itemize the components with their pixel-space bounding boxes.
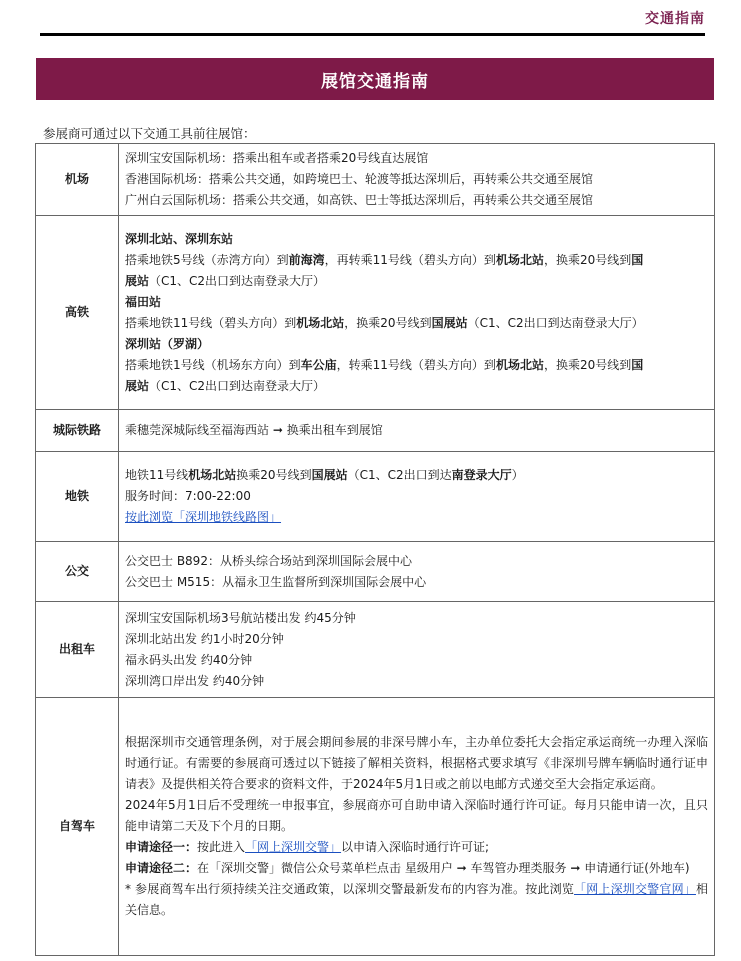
content-airport <box>119 144 715 216</box>
hsr-station-1-route <box>125 250 708 271</box>
route-text: ，换乘20号线到 <box>543 357 632 372</box>
hsr-station-1-title: 深圳北站、深圳东站 <box>125 231 234 246</box>
hsr-station-3-title: 深圳站（罗湖） <box>125 336 210 351</box>
route-text: 地铁11号线 <box>125 468 189 482</box>
airport-line-1: 深圳宝安国际机场：搭乘出租车或者搭乘20号线直达展馆 <box>125 151 429 165</box>
label-hsr: 高铁 <box>36 216 119 410</box>
row-bus <box>36 542 715 602</box>
route-text: ，换乘20号线到 <box>543 252 632 267</box>
label-bus: 公交 <box>36 542 119 602</box>
header-rule <box>40 33 705 36</box>
route-text: 搭乘地铁1号线（机场东方向）到 <box>125 357 301 372</box>
arrow-right-icon: ➞ <box>272 423 283 437</box>
route-text: （C1、C2出口到达南登录大厅） <box>467 315 644 330</box>
route-text: 在「深圳交警」微信公众号菜单栏点击 星级用户 <box>197 861 457 875</box>
row-selfdrive <box>36 698 715 956</box>
route-stop: 南登录大厅 <box>451 468 512 482</box>
content-taxi <box>119 602 715 698</box>
hsr-station-2-route <box>125 313 708 334</box>
intercity-text: 换乘出租车到展馆 <box>282 423 383 437</box>
route-stop: 车公庙 <box>300 357 337 372</box>
content-intercity <box>119 410 715 452</box>
route-stop: 国展站 <box>431 315 468 330</box>
label-selfdrive: 自驾车 <box>36 698 119 956</box>
szjj-online-link[interactable]: 「网上深圳交警」 <box>245 840 342 854</box>
route-stop: 国 <box>631 357 644 372</box>
selfdrive-route-1 <box>125 837 708 858</box>
taxi-line-1: 深圳宝安国际机场3号航站楼出发 约45分钟 <box>125 610 356 625</box>
hsr-station-3-route <box>125 355 708 376</box>
row-hsr <box>36 216 715 410</box>
bus-line-1: 公交巴士 B892：从桥头综合场站到深圳国际会展中心 <box>125 553 412 568</box>
route-stop: 前海湾 <box>288 252 325 267</box>
label-intercity: 城际铁路 <box>36 410 119 452</box>
label-metro: 地铁 <box>36 452 119 542</box>
route-text: ，换乘20号线到 <box>344 315 432 330</box>
airport-line-2: 香港国际机场：搭乘公共交通，如跨境巴士、轮渡等抵达深圳后，再转乘公共交通至展馆 <box>125 172 594 186</box>
hsr-station-2-title: 福田站 <box>125 294 162 309</box>
content-hsr <box>119 216 715 410</box>
route-stop: 国 <box>631 252 644 267</box>
selfdrive-paragraph-1: 根据深圳市交通管理条例，对于展会期间参展的非深号牌小车，主办单位委托大会指定承运商统一办理入深临时通行证。有需要的参展商可透过以下链接了解相关资料，根据格式要求填写《非深圳号牌车辆临时通行证申请表》及提供相关符合要求的资料文件，于2024年5月1日或之前以电邮方式递交至大会指定承运商。 <box>125 735 708 791</box>
row-taxi <box>36 602 715 698</box>
note-text: * 参展商驾车出行须持续关注交通政策，以深圳交警最新发布的内容为准。按此浏览 <box>125 882 575 896</box>
route-text: 换乘20号线到 <box>236 468 312 482</box>
hsr-station-3-route-cont <box>125 376 708 397</box>
metro-route <box>125 465 708 486</box>
route-text: 车驾管办理类服务 <box>466 861 571 875</box>
taxi-line-2: 深圳北站出发 约1小时20分钟 <box>125 631 284 646</box>
route-stop: 展站 <box>125 378 150 393</box>
route-label: 申请途径二： <box>125 861 198 875</box>
hsr-station-1-route-cont <box>125 271 708 292</box>
label-taxi: 出租车 <box>36 602 119 698</box>
arrow-right-icon: ➞ <box>456 861 467 875</box>
route-text: （C1、C2出口到达南登录大厅） <box>149 273 326 288</box>
row-metro <box>36 452 715 542</box>
taxi-line-3: 福永码头出发 约40分钟 <box>125 652 253 667</box>
route-stop: 机场北站 <box>495 252 544 267</box>
page-title: 展馆交通指南 <box>321 71 429 92</box>
label-airport: 机场 <box>36 144 119 216</box>
intercity-text: 乘穗莞深城际线至福海西站 <box>125 423 273 437</box>
route-text: （C1、C2出口到达 <box>347 468 452 482</box>
page-corner-title: 交通指南 <box>645 11 705 27</box>
route-text: 以申请入深临时通行许可证; <box>341 840 490 854</box>
route-text: ，转乘11号线（碧头方向）到 <box>336 357 496 372</box>
transport-table <box>35 143 715 956</box>
route-stop: 机场北站 <box>495 357 544 372</box>
intercity-line <box>125 420 708 441</box>
metro-map-link[interactable]: 按此浏览「深圳地铁线路图」 <box>125 510 282 524</box>
intro-text: 参展商可通过以下交通工具前往展馆： <box>43 126 256 141</box>
route-text: 搭乘地铁11号线（碧头方向）到 <box>125 315 297 330</box>
route-stop: 国展站 <box>311 468 348 482</box>
row-airport <box>36 144 715 216</box>
page-title-banner <box>36 58 714 100</box>
route-text: 申请通行证(外地车) <box>580 861 690 875</box>
szjj-official-site-link[interactable]: 「网上深圳交警官网」 <box>574 882 696 896</box>
route-text: ） <box>511 468 524 482</box>
selfdrive-paragraph-2: 2024年5月1日后不受理统一申报事宜，参展商亦可自助申请入深临时通行许可证。每月只能申请一次，且只能申请第二天及下个月的日期。 <box>125 798 708 833</box>
route-text: ，再转乘11号线（碧头方向）到 <box>324 252 496 267</box>
note-text: 相关信息。 <box>125 882 708 917</box>
route-text: 按此进入 <box>197 840 246 854</box>
route-stop: 机场北站 <box>296 315 345 330</box>
bus-line-2: 公交巴士 M515：从福永卫生监督所到深圳国际会展中心 <box>125 574 427 589</box>
metro-hours: 服务时间：7:00-22:00 <box>125 489 251 503</box>
route-label: 申请途径一： <box>125 840 198 854</box>
selfdrive-note <box>125 879 708 921</box>
content-bus <box>119 542 715 602</box>
row-intercity <box>36 410 715 452</box>
selfdrive-route-2 <box>125 858 708 879</box>
route-stop: 机场北站 <box>188 468 237 482</box>
route-stop: 展站 <box>125 273 150 288</box>
airport-line-3: 广州白云国际机场：搭乘公共交通，如高铁、巴士等抵达深圳后，再转乘公共交通至展馆 <box>125 193 594 207</box>
content-selfdrive <box>119 698 715 956</box>
arrow-right-icon: ➞ <box>570 861 581 875</box>
route-text: （C1、C2出口到达南登录大厅） <box>149 378 326 393</box>
content-metro <box>119 452 715 542</box>
route-text: 搭乘地铁5号线（赤湾方向）到 <box>125 252 289 267</box>
taxi-line-4: 深圳湾口岸出发 约40分钟 <box>125 673 265 688</box>
